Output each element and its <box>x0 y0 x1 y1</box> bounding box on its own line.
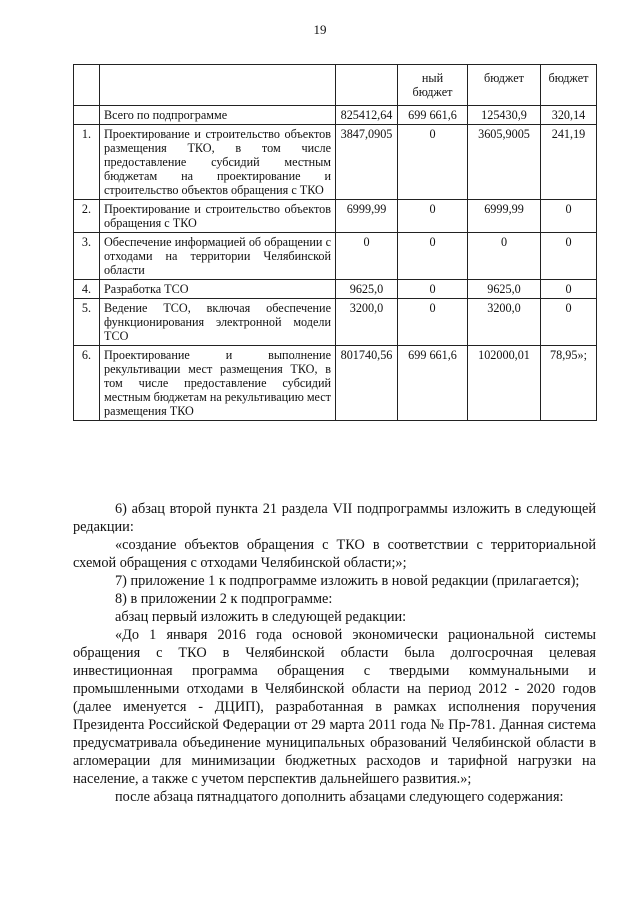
header-cell-budget: бюджет <box>541 65 597 106</box>
table-row <box>74 299 597 346</box>
row-value: 0 <box>398 233 468 280</box>
paragraph: абзац первый изложить в следующей редакции: <box>115 609 407 625</box>
row-value: 102000,01 <box>468 346 541 421</box>
row-value: 9625,0 <box>336 280 398 299</box>
row-value: 0 <box>468 233 541 280</box>
table-row <box>74 233 597 280</box>
paragraph: после абзаца пятнадцатого дополнить абзацами следующего содержания: <box>115 789 564 805</box>
total-value: 699 661,6 <box>398 106 468 125</box>
row-value: 0 <box>336 233 398 280</box>
table-row <box>74 125 597 200</box>
row-label: Обеспечение информацией об обращении с отходами на территории Челябинской области <box>100 233 336 280</box>
total-label: Всего по подпрограмме <box>100 106 336 125</box>
row-number: 1. <box>74 125 100 200</box>
total-value: 825412,64 <box>336 106 398 125</box>
budget-table <box>73 64 597 421</box>
table-row <box>74 280 597 299</box>
row-number: 2. <box>74 200 100 233</box>
row-value: 0 <box>541 200 597 233</box>
header-cell <box>336 65 398 106</box>
row-value: 0 <box>541 233 597 280</box>
row-value: 0 <box>398 299 468 346</box>
row-value: 0 <box>398 280 468 299</box>
table-row <box>74 200 597 233</box>
row-value: 801740,56 <box>336 346 398 421</box>
paragraph: 6) абзац второй пункта 21 раздела VII подпрограммы изложить в следующей редакции: <box>73 501 596 535</box>
body-text <box>73 500 596 806</box>
row-label: Проектирование и выполнение рекультивации мест размещения ТКО, в том числе предоставление субсидий местным бюджетам на рекультивацию мест размещения ТКО <box>100 346 336 421</box>
row-value: 6999,99 <box>468 200 541 233</box>
row-value: 0 <box>541 299 597 346</box>
row-value: 78,95»; <box>541 346 597 421</box>
row-label: Ведение ТСО, включая обеспечение функционирования электронной модели ТСО <box>100 299 336 346</box>
table-header-row <box>74 65 597 106</box>
row-value: 3200,0 <box>468 299 541 346</box>
table-row <box>74 346 597 421</box>
table-row-total <box>74 106 597 125</box>
total-value: 320,14 <box>541 106 597 125</box>
header-cell-regional-budget: ный бюджет <box>398 65 468 106</box>
row-value: 0 <box>541 280 597 299</box>
header-cell <box>100 65 336 106</box>
row-number: 6. <box>74 346 100 421</box>
row-value: 3847,0905 <box>336 125 398 200</box>
row-label: Проектирование и строительство объектов размещения ТКО, в том числе предоставление субсидий местным бюджетам на проектирование и строительство объектов обращения с ТКО <box>100 125 336 200</box>
row-value: 0 <box>398 125 468 200</box>
row-value: 9625,0 <box>468 280 541 299</box>
row-number: 3. <box>74 233 100 280</box>
row-number: 5. <box>74 299 100 346</box>
paragraph: «создание объектов обращения с ТКО в соответствии с территориальной схемой обращения с отходами Челябинской области;»; <box>73 537 596 571</box>
row-label: Проектирование и строительство объектов обращения с ТКО <box>100 200 336 233</box>
row-value: 6999,99 <box>336 200 398 233</box>
paragraph: 7) приложение 1 к подпрограмме изложить в новой редакции (прилагается); <box>115 573 580 589</box>
row-value: 699 661,6 <box>398 346 468 421</box>
paragraph: 8) в приложении 2 к подпрограмме: <box>115 591 333 607</box>
paragraph: «До 1 января 2016 года основой экономически рациональной системы обращения с ТКО в Челябинской области была долгосрочная целевая инвестиционная программа обращения с твердыми коммунальными и промышленными отходами в Челябинской области на период 2012 - 2020 годов (далее именуется - ДЦИП), разработанная в рамках исполнения поручения Президента Российской Федерации от 29 марта 2011 года № Пр-781. Данная система предусматривала объединение муниципальных образований Челябинской области в агломерации для минимизации бюджетных расходов и тарифной нагрузки на население, а также с учетом перспектив дальнейшего развития.»; <box>73 627 596 787</box>
row-value: 241,19 <box>541 125 597 200</box>
header-cell-budget: бюджет <box>468 65 541 106</box>
row-label: Разработка ТСО <box>100 280 336 299</box>
row-value: 3605,9005 <box>468 125 541 200</box>
row-value: 3200,0 <box>336 299 398 346</box>
total-value: 125430,9 <box>468 106 541 125</box>
page-number: 19 <box>313 22 327 37</box>
header-cell <box>74 65 100 106</box>
row-value: 0 <box>398 200 468 233</box>
row-number: 4. <box>74 280 100 299</box>
